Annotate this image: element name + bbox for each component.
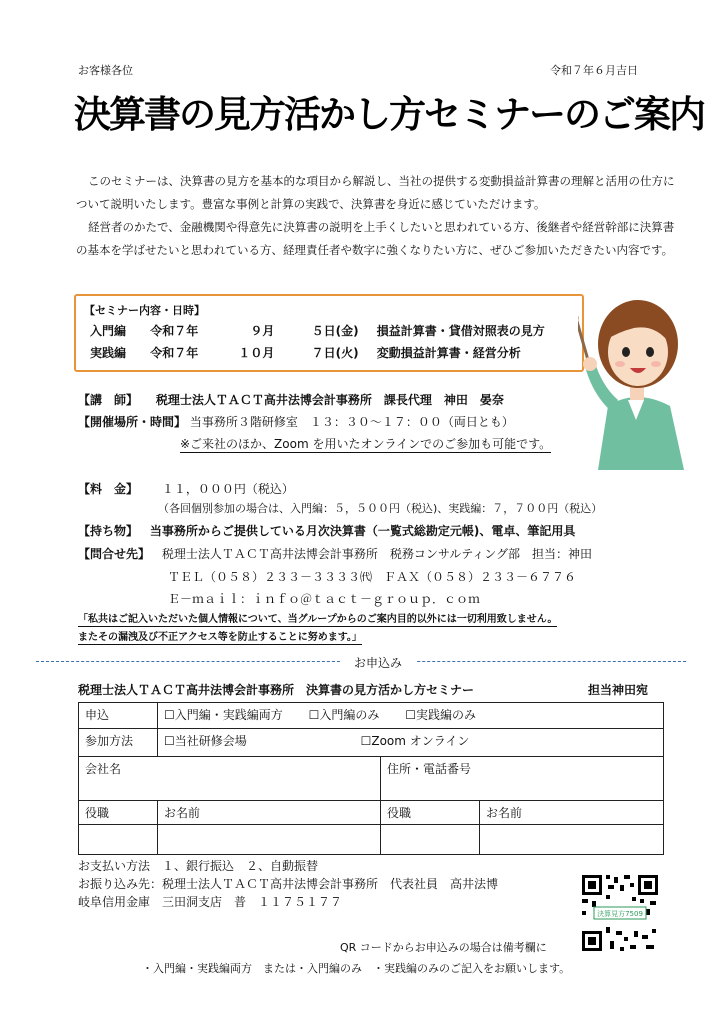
intro-text [76, 170, 676, 262]
intro-paragraph-1: このセミナーは、決算書の見方を基本的な項目から解説し、当社の提供する変動損益計算書の理解と活用の仕方について説明いたします。豊富な事例と計算の実践で、決算書を身近に感じていただけます。 [76, 174, 675, 211]
privacy-line-2: またその漏洩及び不正アクセス等を防止することに努めます。」 [78, 632, 362, 643]
contact-row [78, 546, 592, 562]
course-name: 実践編 [90, 346, 127, 360]
course-day: ５日(金) [311, 324, 359, 338]
name-input-1[interactable] [158, 825, 381, 855]
payment-bank: 岐阜信用金庫 三田洞支店 普 １１７５１７７ [78, 895, 343, 909]
venue-row [78, 414, 514, 430]
items-value: 当事務所からご提供している月次決算書（一覧式総勘定元帳)、電卓、筆記用具 [149, 524, 576, 538]
lecturer-row [78, 392, 504, 408]
course-name: 入門編 [90, 324, 127, 338]
fee-value: １１，０００円（税込） [161, 482, 294, 496]
option-practice-checkbox[interactable]: ☐実践編のみ [405, 708, 476, 722]
name-input-2[interactable] [480, 825, 664, 855]
address-phone-label: 住所・電話番号 [387, 762, 472, 776]
position-label-1: 役職 [79, 801, 158, 825]
course-topic: 変動損益計算書・経営分析 [376, 346, 521, 360]
fee-row [78, 481, 294, 497]
intro-paragraph-2: 経営者のかたで、金融機関や得意先に決算書の説明を上手くしたいと思われている方、後継者や経営幹部に決算書の基本を学ばせたいと思われている方、経理責任者や数字に強くなりたい方に、ぜひご参加いただきたい内容です。 [76, 220, 675, 257]
name-label-2: お名前 [480, 801, 664, 825]
course-month: ９月 [250, 324, 275, 338]
company-label: 会社名 [85, 762, 122, 776]
seminar-schedule-box [74, 294, 584, 372]
company-field[interactable] [79, 757, 381, 801]
course-era: 令和７年 [150, 324, 199, 338]
course-day: ７日(火) [311, 346, 359, 360]
qr-note-2: ・入門編・実践編両方 または・入門編のみ ・実践編のみのご記入をお願いします。 [142, 962, 571, 975]
qr-note-1: QR コードからお申込みの場合は備考欄に [340, 941, 547, 954]
qr-caption: 決算見方7509 [597, 910, 643, 918]
apply-label: 申込 [79, 703, 158, 729]
teacher-illustration [578, 288, 696, 470]
qr-code-icon[interactable] [580, 873, 660, 953]
position-input-2[interactable] [381, 825, 480, 855]
apply-options [158, 703, 664, 729]
option-basic-checkbox[interactable]: ☐入門編のみ [308, 708, 380, 722]
venue-label: 【開催場所・時間】 [78, 415, 187, 429]
venue-note: ※ご来社のほか、Zoom を用いたオンラインでのご参加も可能です。 [180, 437, 552, 451]
payment-method: お支払い方法 １、銀行振込 ２、自動振替 [78, 859, 319, 873]
name-label-1: お名前 [158, 801, 381, 825]
apply-section-label: お申込み [340, 654, 416, 671]
course-month: １０月 [238, 346, 275, 360]
items-row [78, 523, 575, 539]
payment-account-holder: お振り込み先：税理士法人ＴＡＣＴ高井法博会計事務所 代表社員 高井法博 [78, 877, 499, 891]
items-label: 【持ち物】 [78, 524, 139, 538]
lecturer-label: 【講 師】 [78, 393, 139, 407]
option-both-checkbox[interactable]: ☐入門編・実践編両方 [164, 708, 283, 722]
method-label: 参加方法 [79, 729, 158, 757]
contact-label: 【問合せ先】 [78, 547, 151, 561]
apply-recipient: 税理士法人ＴＡＣＴ高井法博会計事務所 決算書の見方活かし方セミナー [78, 683, 475, 697]
venue-value: 当事務所３階研修室 １３：３０～１７：００（両日とも） [189, 415, 514, 429]
position-input-1[interactable] [79, 825, 158, 855]
privacy-line-1: 「私共はご記入いただいた個人情報について、当グループからのご案内目的以外には一切利用致しません。 [78, 614, 558, 625]
method-zoom-checkbox[interactable]: ☐Zoom オンライン [360, 734, 470, 748]
course-topic: 損益計算書・貸借対照表の見方 [376, 324, 545, 338]
contact-phone-fax: ＴＥＬ（０５８）２３３－３３３３㈹ ＦＡＸ（０５８）２３３－６７７６ [168, 570, 577, 584]
issue-date: 令和７年６月吉日 [550, 64, 638, 77]
contact-line-1: 税理士法人ＴＡＣＴ高井法博会計事務所 税務コンサルティング部 担当：神田 [161, 547, 593, 561]
application-form [78, 702, 664, 855]
seminar-heading: 【セミナー内容・日時】 [84, 304, 205, 317]
address-phone-field[interactable] [381, 757, 664, 801]
method-onsite-checkbox[interactable]: ☐当社研修会場 [164, 734, 247, 748]
seminar-row-practice [90, 344, 521, 361]
course-era: 令和７年 [150, 346, 199, 360]
page-title: 決算書の見方活かし方セミナーのご案内 [74, 93, 704, 136]
recipient: お客様各位 [78, 64, 133, 77]
apply-attention: 担当神田宛 [588, 683, 649, 697]
lecturer-value: 税理士法人ＴＡＣＴ高井法博会計事務所 課長代理 神田 晏奈 [155, 393, 504, 407]
seminar-row-basic [90, 322, 545, 339]
position-label-2: 役職 [381, 801, 480, 825]
contact-email[interactable]: Ｅ－ｍａｉｌ：ｉｎｆｏ＠ｔａｃｔ－ｇｒｏｕｐ．ｃｏｍ [168, 592, 481, 606]
fee-label: 【料 金】 [78, 482, 139, 496]
fee-note: （各回個別参加の場合は、入門編：５，５００円（税込)、実践編：７，７００円（税込） [158, 502, 603, 515]
method-options [158, 729, 664, 757]
